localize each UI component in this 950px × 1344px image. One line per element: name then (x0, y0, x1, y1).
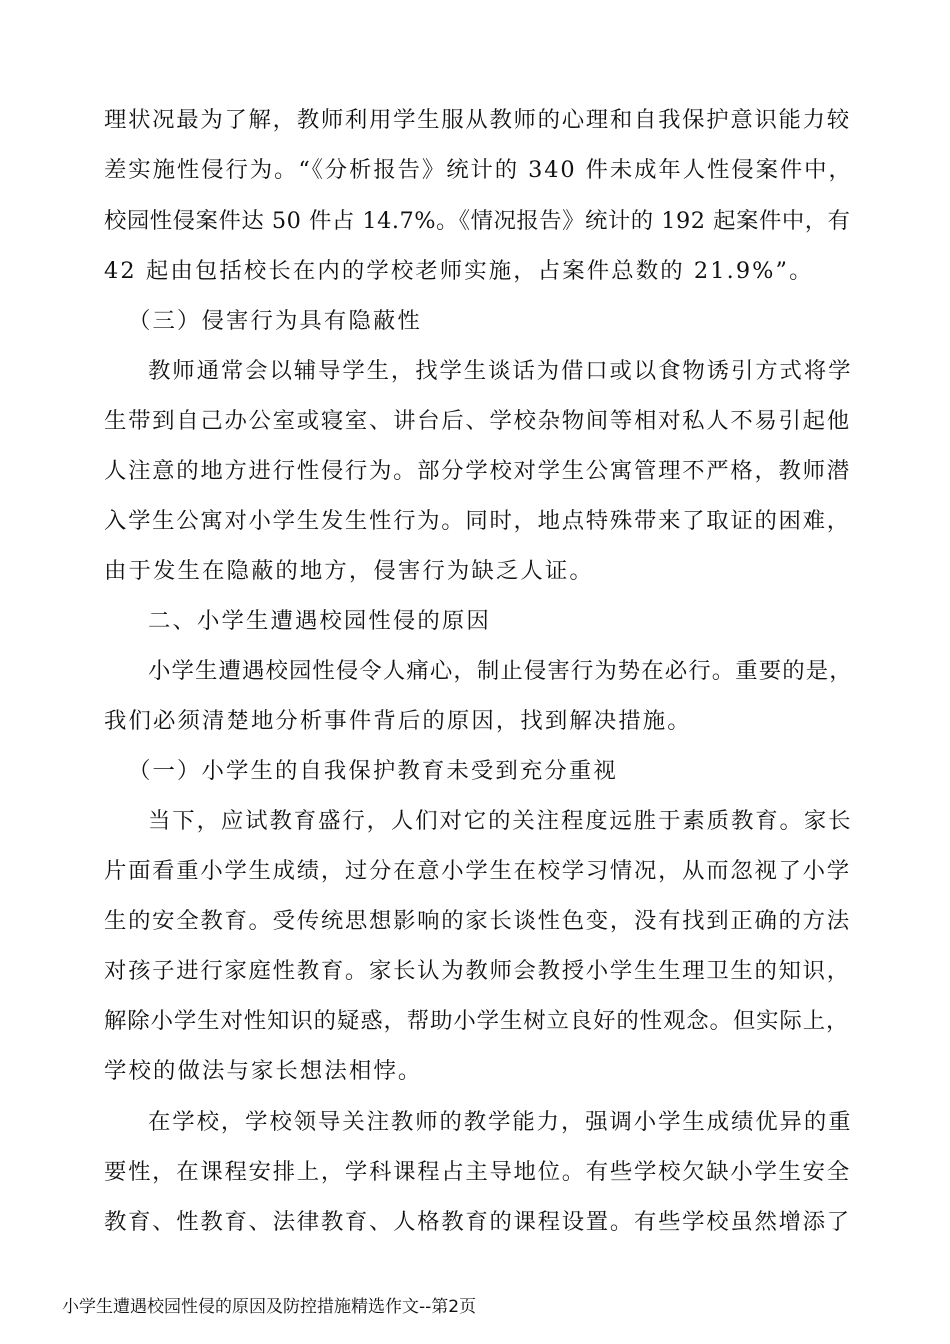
page-footer: 小学生遭遇校园性侵的原因及防控措施精选作文--第2页 (62, 1297, 477, 1317)
section-heading: （三）侵害行为具有隐蔽性 (128, 308, 422, 334)
text-line: 对孩子进行家庭性教育。家长认为教师会教授小学生生理卫生的知识， (104, 958, 851, 984)
text-line: 我们必须清楚地分析事件背后的原因，找到解决措施。 (104, 708, 692, 734)
text-line: 人注意的地方进行性侵行为。部分学校对学生公寓管理不严格，教师潜 (104, 458, 851, 484)
text-line: 要性，在课程安排上，学科课程占主导地位。有些学校欠缺小学生安全 (104, 1159, 851, 1185)
paragraph-first-line: 在学校，学校领导关注教师的教学能力，强调小学生成绩优异的重 (148, 1109, 853, 1135)
paragraph-first-line: 教师通常会以辅导学生，找学生谈话为借口或以食物诱引方式将学 (148, 358, 853, 384)
text-line: 由于发生在隐蔽的地方，侵害行为缺乏人证。 (104, 558, 594, 584)
text-line: 理状况最为了解，教师利用学生服从教师的心理和自我保护意识能力较 (104, 107, 851, 133)
text-line: 42 起由包括校长在内的学校老师实施，占案件总数的 21.9%”。 (104, 258, 814, 284)
text-line: 校园性侵案件达 50 件占 14.7%。《情况报告》统计的 192 起案件中，有 (104, 208, 851, 234)
paragraph-first-line: 当下，应试教育盛行，人们对它的关注程度远胜于素质教育。家长 (148, 808, 853, 834)
section-heading: （一）小学生的自我保护教育未受到充分重视 (128, 758, 618, 784)
text-line: 生带到自己办公室或寝室、讲台后、学校杂物间等相对私人不易引起他 (104, 408, 851, 434)
text-line: 解除小学生对性知识的疑惑，帮助小学生树立良好的性观念。但实际上， (104, 1008, 850, 1034)
text-line: 片面看重小学生成绩，过分在意小学生在校学习情况，从而忽视了小学 (104, 858, 851, 884)
text-line: 生的安全教育。受传统思想影响的家长谈性色变，没有找到正确的方法 (104, 908, 851, 934)
text-line: 教育、性教育、法律教育、人格教育的课程设置。有些学校虽然增添了 (104, 1209, 851, 1235)
text-line: 入学生公寓对小学生发生性行为。同时，地点特殊带来了取证的困难， (104, 508, 851, 534)
text-line: 差实施性侵行为。“《分析报告》统计的 340 件未成年人性侵案件中， (104, 157, 853, 183)
text-line: 学校的做法与家长想法相悖。 (104, 1058, 423, 1084)
section-heading: 二、小学生遭遇校园性侵的原因 (148, 608, 491, 634)
paragraph-first-line: 小学生遭遇校园性侵令人痛心，制止侵害行为势在必行。重要的是， (148, 658, 853, 684)
